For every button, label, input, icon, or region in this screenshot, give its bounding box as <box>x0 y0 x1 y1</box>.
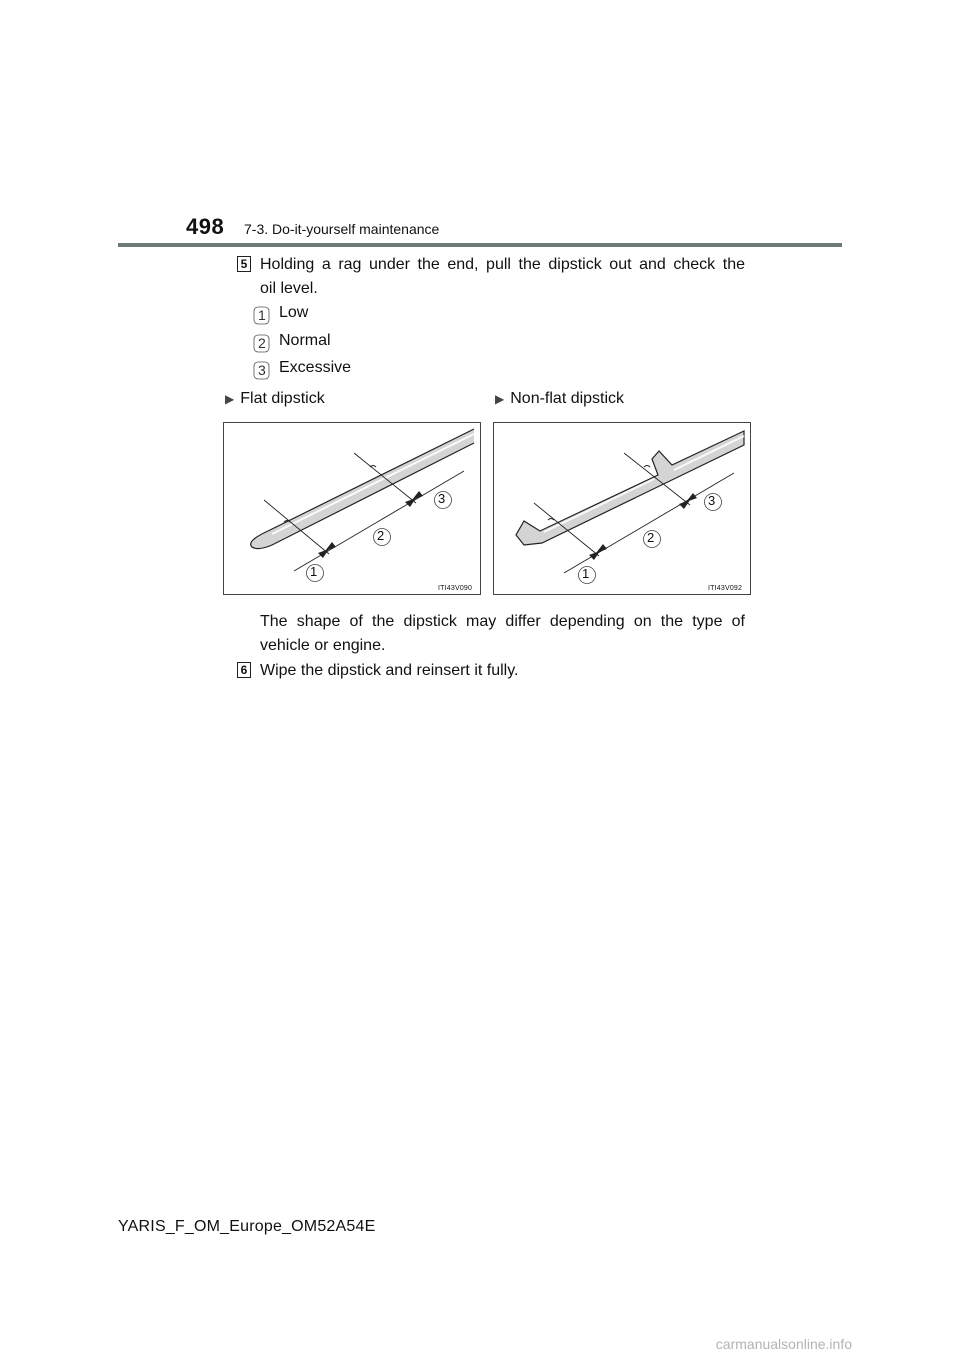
level-number: 2 <box>258 335 266 351</box>
figure-code: ITI43V090 <box>438 585 473 592</box>
section-title: 7-3. Do-it-yourself maintenance <box>244 221 440 237</box>
figure-code: ITI43V092 <box>708 585 743 592</box>
step-5-text-line1: Holding a rag under the end, pull the dipstick out and check the <box>260 256 745 273</box>
figure-flat-dipstick <box>223 422 481 595</box>
note-text-line1: The shape of the dipstick may differ depending on the type of <box>260 613 745 630</box>
footer-document-code: YARIS_F_OM_Europe_OM52A54E <box>118 1218 376 1235</box>
step-6-text: Wipe the dipstick and reinsert it fully. <box>260 662 519 679</box>
level-number: 1 <box>258 307 266 323</box>
level-number: 3 <box>258 362 266 378</box>
callout-2-label: 2 <box>377 528 385 543</box>
step-badge-5: 5 <box>237 256 251 272</box>
figure-caption-flat: ▶ Flat dipstick <box>225 390 325 407</box>
callout-3-label: 3 <box>708 493 716 508</box>
step-5-text-line2: oil level. <box>260 280 318 297</box>
flat-dipstick-illustration <box>224 423 480 594</box>
nonflat-dipstick-illustration <box>494 423 750 594</box>
callout-1-label: 1 <box>582 566 590 581</box>
step-badge-6: 6 <box>237 662 251 678</box>
page-number: 498 <box>186 214 225 239</box>
level-label: Low <box>279 304 309 321</box>
triangle-bullet-icon: ▶ <box>225 392 235 406</box>
watermark: carmanualsonline.info <box>715 1336 852 1352</box>
note-text-line2: vehicle or engine. <box>260 637 386 654</box>
callout-2-label: 2 <box>647 530 655 545</box>
figure-nonflat-dipstick <box>493 422 751 595</box>
header-rule <box>118 243 842 247</box>
level-label: Normal <box>279 332 331 349</box>
callout-1-label: 1 <box>310 564 318 579</box>
level-label: Excessive <box>279 359 352 376</box>
callout-3-label: 3 <box>438 491 446 506</box>
triangle-bullet-icon: ▶ <box>495 392 505 406</box>
figure-caption-nonflat: ▶ Non-flat dipstick <box>495 390 625 407</box>
